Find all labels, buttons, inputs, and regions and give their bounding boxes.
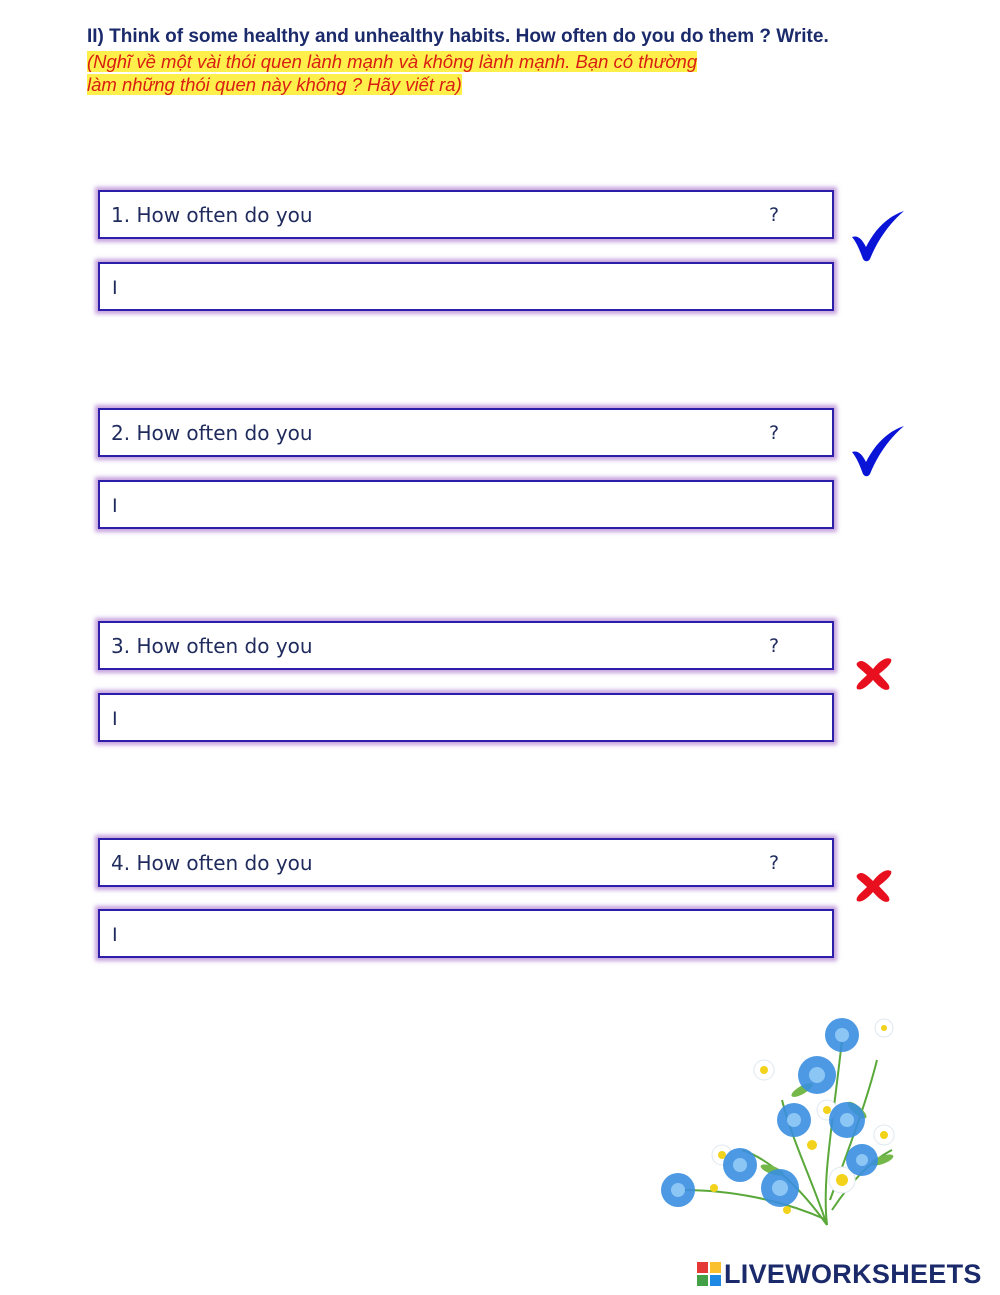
- question-mark: ?: [769, 422, 780, 444]
- check-icon: [850, 422, 906, 478]
- instructions: [87, 26, 947, 96]
- instructions-title: II) Think of some healthy and unhealthy habits. How often do you do them ? Write.: [87, 26, 829, 47]
- flower-bouquet-illustration: [652, 1010, 907, 1235]
- answer-starter: I: [112, 277, 118, 299]
- cross-icon: [853, 867, 895, 905]
- instructions-subtitle-line1: (Nghĩ về một vài thói quen lành mạnh và không lành mạnh. Bạn có thường: [87, 51, 698, 72]
- question-prompt: 4. How often do you: [111, 851, 313, 875]
- liveworksheets-logo: [697, 1258, 982, 1290]
- answer-field-1[interactable]: [98, 262, 834, 311]
- answer-starter: I: [112, 924, 118, 946]
- instructions-subtitle-line2: làm những thói quen này không ? Hãy viết ra): [87, 74, 462, 95]
- answer-field-4[interactable]: [98, 909, 834, 958]
- question-prompt: 2. How often do you: [111, 421, 313, 445]
- answer-starter: I: [112, 495, 118, 517]
- question-mark: ?: [769, 852, 780, 874]
- cross-icon: [853, 655, 895, 693]
- question-mark: ?: [769, 635, 780, 657]
- answer-field-3[interactable]: [98, 693, 834, 742]
- question-prompt: 1. How often do you: [111, 203, 313, 227]
- check-icon: [850, 207, 906, 263]
- logo-blocks-icon: [697, 1262, 721, 1286]
- question-field-3[interactable]: [98, 621, 834, 670]
- question-field-1[interactable]: [98, 190, 834, 239]
- instructions-subtitle: [87, 50, 947, 96]
- question-mark: ?: [769, 204, 780, 226]
- brand-name: LIVEWORKSHEETS: [724, 1258, 982, 1289]
- question-field-4[interactable]: [98, 838, 834, 887]
- question-prompt: 3. How often do you: [111, 634, 313, 658]
- answer-field-2[interactable]: [98, 480, 834, 529]
- answer-starter: I: [112, 708, 118, 730]
- question-field-2[interactable]: [98, 408, 834, 457]
